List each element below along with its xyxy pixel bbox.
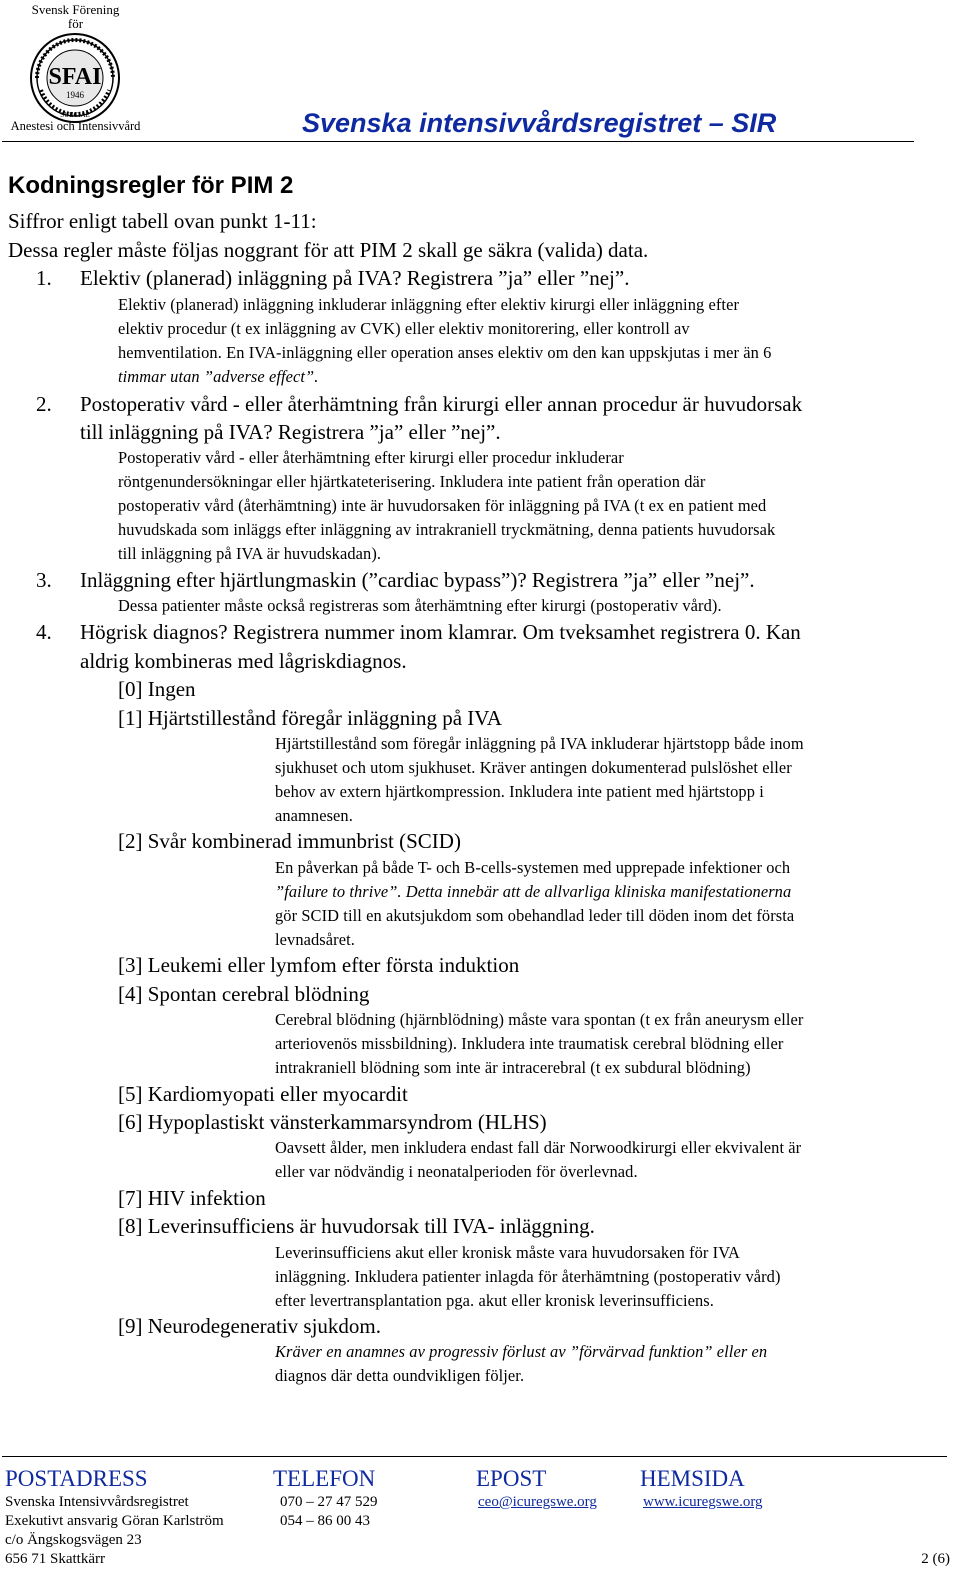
item-desc-line: elektiv procedur (t ex inläggning av CVK) eller elektiv monitorering, eller kontroll av — [118, 319, 690, 338]
logo-line2: för — [67, 16, 84, 31]
item-desc-line: till inläggning på IVA är huvudskadan). — [118, 544, 382, 563]
footer-heading-hemsida: HEMSIDA — [640, 1466, 745, 1491]
item-title: Inläggning efter hjärtlungmaskin (”cardiac bypass”)? Registrera ”ja” eller ”nej”. — [80, 568, 755, 592]
footer-heading-epost: EPOST — [476, 1466, 547, 1491]
code-desc-line: anamnesen. — [275, 806, 353, 825]
item-desc-line: timmar utan ”adverse effect”. — [118, 367, 319, 386]
footer-address-line: Exekutivt ansvarig Göran Karlström — [5, 1513, 224, 1529]
item-desc-line: Postoperativ vård - eller återhämtning efter kirurgi eller procedur inkluderar — [118, 448, 624, 467]
header-divider — [2, 141, 914, 142]
page-number: 2 (6) — [921, 1551, 950, 1567]
diagnosis-code: [7] HIV infektion — [118, 1186, 266, 1210]
footer-phone: 054 – 86 00 43 — [280, 1513, 370, 1529]
item-title: aldrig kombineras med lågriskdiagnos. — [80, 649, 407, 673]
sfai-seal — [8, 30, 143, 126]
logo-tagline: Anestesi och Intensivvård — [10, 119, 141, 133]
code-desc-line: ”failure to thrive”. Detta innebär att de allvarliga kliniska manifestationerna — [275, 882, 792, 901]
item-title: Elektiv (planerad) inläggning på IVA? Registrera ”ja” eller ”nej”. — [80, 266, 630, 290]
svg-text:1946: 1946 — [66, 90, 84, 100]
item-title: till inläggning på IVA? Registrera ”ja” eller ”nej”. — [80, 420, 501, 444]
code-desc-line: sjukhuset och utom sjukhuset. Kräver antingen dokumenterad pulslöshet eller — [275, 758, 792, 777]
code-desc-line: En påverkan på både T- och B-cells-systemen med upprepade infektioner och — [275, 858, 791, 877]
item-desc-line: Elektiv (planerad) inläggning inkluderar inläggning efter elektiv kirurgi eller inläggning efter — [118, 295, 740, 314]
item-desc-line: röntgenundersökningar eller hjärtkateterisering. Inkludera inte patient från operation där — [118, 472, 706, 491]
item-number: 4. — [36, 620, 52, 644]
code-desc-line: inläggning. Inkludera patienter inlagda för återhämtning (postoperativ vård) — [275, 1267, 781, 1286]
diagnosis-code: [6] Hypoplastiskt vänsterkammarsyndrom (HLHS) — [118, 1110, 547, 1134]
diagnosis-code: [2] Svår kombinerad immunbrist (SCID) — [118, 829, 461, 853]
item-number: 2. — [36, 392, 52, 416]
code-desc-line: Cerebral blödning (hjärnblödning) måste vara spontan (t ex från aneurysm eller — [275, 1010, 804, 1029]
code-desc-line: behov av extern hjärtkompression. Inkludera inte patient med hjärtstopp i — [275, 782, 764, 801]
code-desc-line: Leverinsufficiens akut eller kronisk måste vara huvudorsaken för IVA — [275, 1243, 740, 1262]
code-desc-line: efter levertransplantation pga. akut eller kronisk leverinsufficiens. — [275, 1291, 714, 1310]
item-number: 1. — [36, 266, 52, 290]
code-desc-line: arteriovenös missbildning). Inkludera inte traumatisk cerebral blödning eller — [275, 1034, 784, 1053]
diagnosis-code: [5] Kardiomyopati eller myocardit — [118, 1082, 408, 1106]
code-desc-line: eller var nödvändig i neonatalperioden för överlevnad. — [275, 1162, 638, 1181]
item-desc-line: huvudskada som inläggs efter inläggning av intrakraniell tryckmätning, denna patients huvudorsak — [118, 520, 776, 539]
footer-divider — [2, 1456, 947, 1457]
item-number: 3. — [36, 568, 52, 592]
intro-line-1: Siffror enligt tabell ovan punkt 1-11: — [8, 209, 317, 233]
item-desc-line: hemventilation. En IVA-inläggning eller operation anses elektiv om den kan uppskjutas i mer än 6 — [118, 343, 772, 362]
footer-phone: 070 – 27 47 529 — [280, 1494, 378, 1510]
footer-website-link[interactable]: www.icuregswe.org — [643, 1494, 763, 1510]
diagnosis-code: [8] Leverinsufficiens är huvudorsak till IVA- inläggning. — [118, 1214, 595, 1238]
diagnosis-code: [0] Ingen — [118, 677, 196, 701]
footer-address-line: 656 71 Skattkärr — [5, 1551, 105, 1567]
registry-title: Svenska intensivvårdsregistret – SIR — [302, 108, 777, 138]
item-title: Postoperativ vård - eller återhämtning från kirurgi eller annan procedur är huvudorsak — [80, 392, 803, 416]
item-title: Högrisk diagnos? Registrera nummer inom klamrar. Om tveksamhet registrera 0. Kan — [80, 620, 801, 644]
footer-email-link[interactable]: ceo@icuregswe.org — [478, 1494, 597, 1510]
footer-address-line: c/o Ängskogsvägen 23 — [5, 1532, 142, 1548]
logo-line1: Svensk Förening — [31, 2, 120, 17]
code-desc-line: Oavsett ålder, men inkludera endast fall där Norwoodkirurgi eller ekvivalent är — [275, 1138, 802, 1157]
diagnosis-code: [4] Spontan cerebral blödning — [118, 982, 370, 1006]
footer-heading-telefon: TELEFON — [273, 1466, 376, 1491]
diagnosis-code: [3] Leukemi eller lymfom efter första induktion — [118, 953, 520, 977]
item-desc-line: Dessa patienter måste också registreras som återhämtning efter kirurgi (postoperativ vård). — [118, 596, 722, 615]
footer-address-line: Svenska Intensivvårdsregistret — [5, 1494, 189, 1510]
code-desc-line: gör SCID till en akutsjukdom som obehandlad leder till döden inom det första — [275, 906, 795, 925]
diagnosis-code: [1] Hjärtstillestånd föregår inläggning på IVA — [118, 706, 502, 730]
code-desc-line: intrakraniell blödning som inte är intracerebral (t ex subdural blödning) — [275, 1058, 751, 1077]
item-desc-line: postoperativ vård (återhämtning) inte är huvudorsaken för inläggning på IVA (t ex en patient med — [118, 496, 767, 515]
code-desc-line: Kräver en anamnes av progressiv förlust av ”förvärvad funktion” eller en — [275, 1342, 768, 1361]
code-desc-line: Hjärtstillestånd som föregår inläggning på IVA inkluderar hjärtstopp både inom — [275, 734, 804, 753]
svg-text:SUECIAE: SUECIAE — [60, 111, 90, 119]
diagnosis-code: [9] Neurodegenerativ sjukdom. — [118, 1314, 382, 1338]
code-desc-line: levnadsåret. — [275, 930, 355, 949]
intro-line-2: Dessa regler måste följas noggrant för att PIM 2 skall ge säkra (valida) data. — [8, 238, 649, 262]
footer-heading-postadress: POSTADRESS — [5, 1466, 148, 1491]
svg-text:SFAI: SFAI — [48, 64, 102, 90]
sfai-logo — [8, 2, 143, 134]
code-desc-line: diagnos där detta oundvikligen följer. — [275, 1366, 525, 1385]
page-heading: Kodningsregler för PIM 2 — [8, 172, 294, 199]
